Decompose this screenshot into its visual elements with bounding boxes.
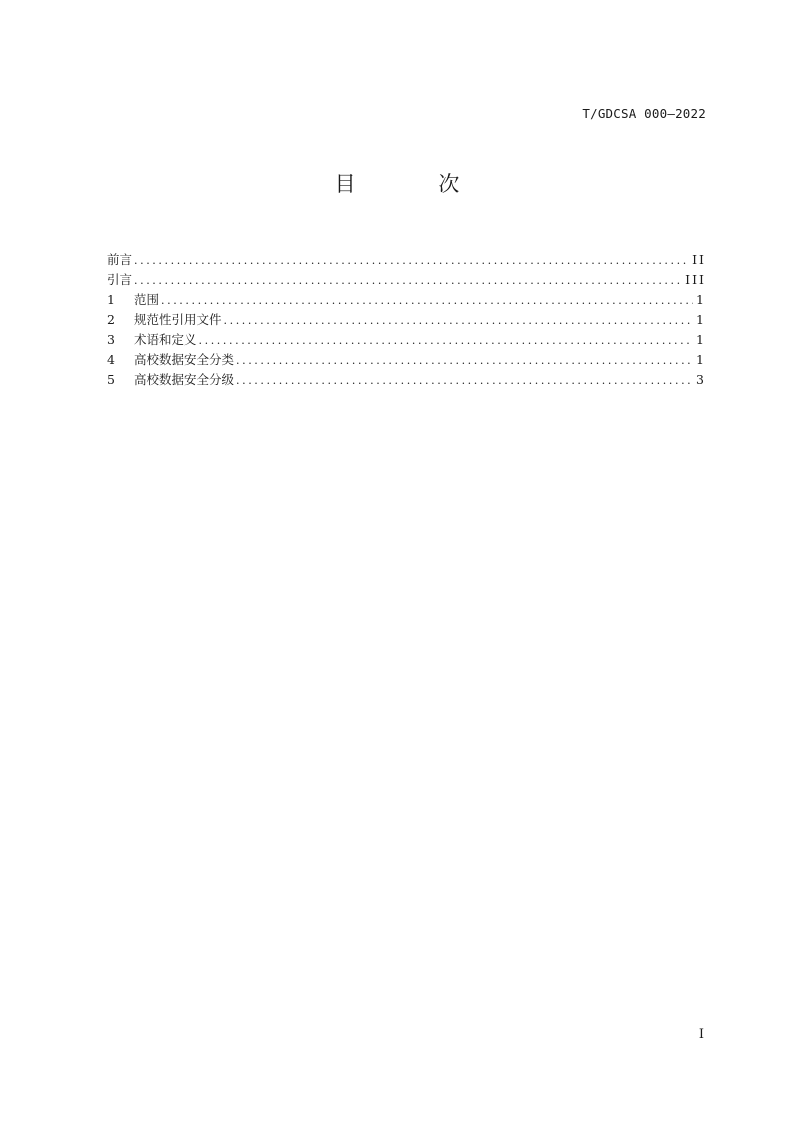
toc-entry-page: 1	[696, 352, 706, 367]
toc-entry-label: 高校数据安全分级	[134, 372, 235, 387]
page-number: I	[698, 1027, 704, 1042]
toc-entry-label: 高校数据安全分类	[134, 352, 235, 367]
toc-entry-number: 2	[107, 312, 115, 327]
toc-dot-leader	[199, 331, 694, 351]
toc-dot-leader	[161, 291, 693, 311]
table-of-contents	[107, 250, 706, 390]
toc-entry-label: 规范性引用文件	[134, 312, 222, 327]
document-code: T/GDCSA 000—2022	[582, 106, 706, 121]
toc-entry-page: 3	[696, 372, 706, 387]
toc-entry-page: 1	[696, 312, 706, 327]
toc-entry-data-grading[interactable]	[107, 370, 706, 390]
toc-entry-number: 3	[107, 332, 115, 347]
toc-entry-page: 1	[696, 292, 706, 307]
toc-entry-number: 1	[107, 292, 115, 307]
toc-entry-label: 术语和定义	[134, 332, 197, 347]
page-title: 目 次	[334, 172, 498, 196]
toc-entry-scope[interactable]	[107, 290, 706, 310]
toc-entry-data-classification[interactable]	[107, 350, 706, 370]
toc-entry-normative-references[interactable]	[107, 310, 706, 330]
toc-dot-leader	[236, 371, 693, 391]
toc-dot-leader	[134, 271, 682, 291]
toc-entry-page: II	[692, 252, 706, 267]
toc-entry-number: 5	[107, 372, 115, 387]
toc-entry-introduction[interactable]	[107, 270, 706, 290]
toc-entry-page: III	[685, 272, 706, 287]
toc-entry-foreword[interactable]	[107, 250, 706, 270]
toc-entry-terms-definitions[interactable]	[107, 330, 706, 350]
toc-entry-label: 前言	[107, 252, 133, 267]
toc-dot-leader	[224, 311, 694, 331]
toc-entry-label: 范围	[134, 292, 160, 307]
toc-dot-leader	[236, 351, 693, 371]
toc-entry-label: 引言	[107, 272, 133, 287]
toc-entry-number: 4	[107, 352, 115, 367]
toc-entry-page: 1	[696, 332, 706, 347]
toc-dot-leader	[134, 251, 689, 271]
